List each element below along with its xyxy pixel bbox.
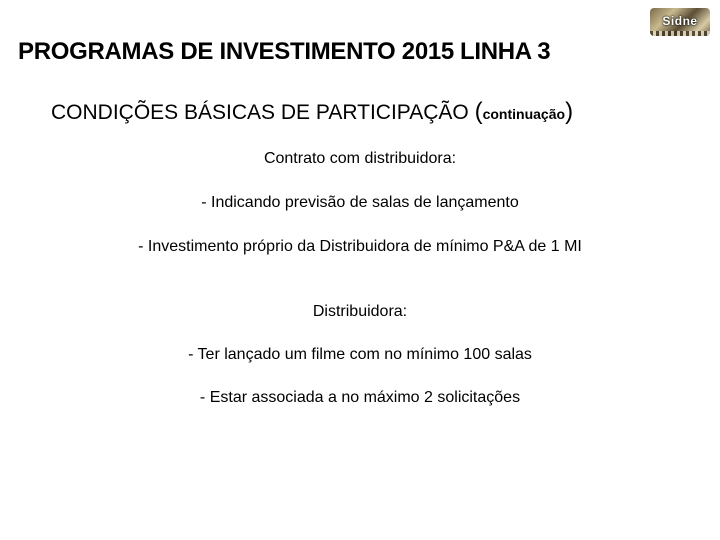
contract-item-investment: - Investimento próprio da Distribuidora de mínimo P&A de 1 MI: [138, 238, 582, 255]
contract-item-rooms: - Indicando previsão de salas de lançamento: [201, 194, 519, 211]
company-logo: [650, 8, 710, 36]
subtitle-continuation: continuação: [482, 106, 566, 122]
logo-film-strip: [650, 31, 710, 36]
slide-subtitle: [51, 98, 573, 126]
subtitle-close-paren: ): [565, 98, 574, 125]
distributor-item-release: - Ter lançado um filme com no mínimo 100 salas: [188, 346, 532, 363]
slide-title: [18, 38, 550, 66]
slide-title-line: LINHA 3: [460, 38, 551, 65]
subtitle-open-paren: (: [474, 98, 483, 125]
subtitle-main: CONDIÇÕES BÁSICAS DE PARTICIPAÇÃO: [51, 101, 475, 124]
logo-text: Sidne: [662, 14, 698, 28]
contract-heading: Contrato com distribuidora:: [263, 150, 457, 167]
slide-title-program: PROGRAMAS DE INVESTIMENTO 2015: [18, 38, 454, 65]
distributor-item-requests: - Estar associada a no máximo 2 solicitações: [199, 389, 521, 406]
distributor-heading: Distribuidora:: [312, 303, 408, 320]
